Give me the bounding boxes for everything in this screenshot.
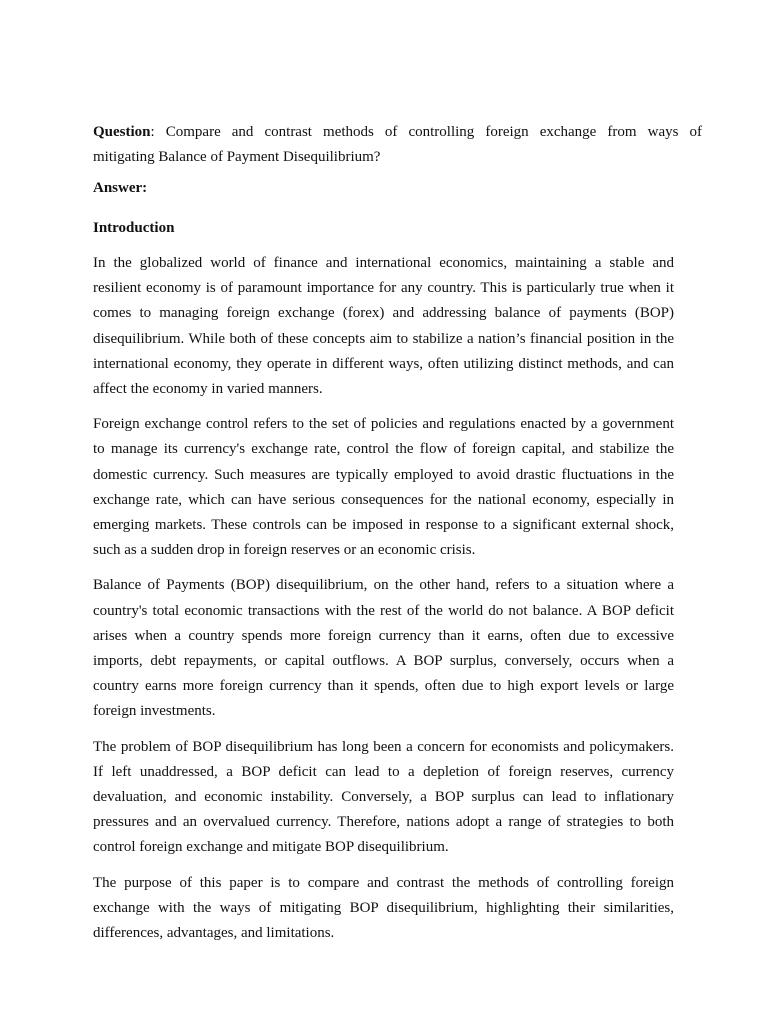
section-heading: Introduction	[93, 220, 175, 236]
question-text-1: : Compare and contrast methods of controlling foreign exchange from ways of	[150, 124, 702, 140]
document-page	[93, 120, 702, 956]
paragraph: The problem of BOP disequilibrium has long been a concern for economists and policymakers. If left unaddressed, a BOP deficit can lead to a depletion of foreign reserves, currency devaluation, and economic instability. Conversely, a BOP surplus can lead to inflationary pressures and an overvalued currency. Therefore, nations adopt a range of strategies to both control foreign exchange and mitigate BOP disequilibrium.	[93, 738, 674, 856]
paragraph: Balance of Payments (BOP) disequilibrium, on the other hand, refers to a situation where a country's total economic transactions with the rest of the world do not balance. A BOP deficit arises when a country spends more foreign currency than it earns, often due to excessive imports, debt repayments, or capital outflows. A BOP surplus, conversely, occurs when a country earns more foreign currency than it spends, often due to high export levels or large foreign investments.	[93, 577, 674, 720]
paragraph: Foreign exchange control refers to the set of policies and regulations enacted by a government to manage its currency's exchange rate, control the flow of foreign capital, and stabilize the domestic currency. Such measures are typically employed to avoid drastic fluctuations in the exchange rate, which can have serious consequences for the national economy, especially in emerging markets. These controls can be imposed in response to a significant external shock, such as a sudden drop in foreign reserves or an economic crisis.	[93, 416, 674, 559]
question-block	[93, 120, 702, 170]
question-text-2: mitigating Balance of Payment Disequilibrium?	[93, 149, 381, 165]
question-line-1	[93, 120, 702, 145]
paragraph: In the globalized world of finance and international economics, maintaining a stable and resilient economy is of paramount importance for any country. This is particularly true when it comes to managing foreign exchange (forex) and addressing balance of payments (BOP) disequilibrium. While both of these concepts aim to stabilize a nation’s financial position in the international economy, they operate in different ways, often utilizing distinct methods, and can affect the economy in varied manners.	[93, 255, 674, 398]
answer-label: Answer:	[93, 180, 148, 196]
question-label: Question	[93, 124, 151, 140]
paragraph: The purpose of this paper is to compare and contrast the methods of controlling foreign exchange with the ways of mitigating BOP disequilibrium, highlighting their similarities, differences, advantages, and limitations.	[93, 874, 674, 942]
